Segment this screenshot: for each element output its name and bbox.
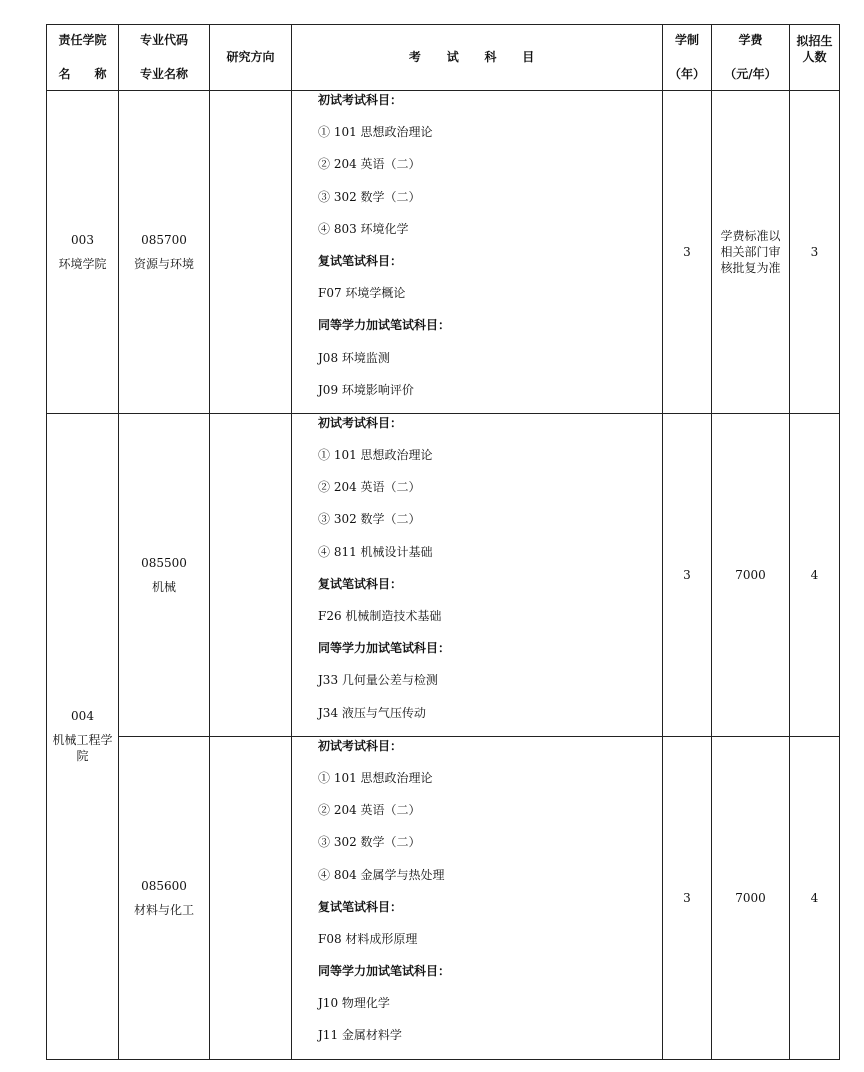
exam-subject: ① 101 思想政治理论	[318, 770, 433, 785]
college-name: 环境学院	[58, 256, 107, 271]
exam-subject: ④ 811 机械设计基础	[318, 544, 433, 559]
header-fee-line2: （元/年）	[724, 67, 777, 82]
exam-subject: ③ 302 数学（二）	[318, 189, 421, 204]
header-fee	[712, 25, 790, 91]
header-duration	[663, 25, 712, 91]
header-direction: 研究方向	[210, 25, 292, 91]
major-cell	[119, 413, 210, 736]
header-major-line2: 专业名称	[139, 67, 188, 82]
college-cell	[47, 413, 119, 1059]
header-college	[47, 25, 119, 91]
exam-section-heading: 复试笔试科目：	[318, 253, 403, 268]
college-cell	[47, 91, 119, 414]
major-name: 机械	[151, 579, 176, 594]
table-row	[47, 736, 840, 1059]
exam-subject: ② 204 英语（二）	[318, 480, 421, 495]
header-major-line1: 专业代码	[139, 32, 188, 47]
exam-subject: ① 101 思想政治理论	[318, 125, 433, 140]
exam-subject: ④ 803 环境化学	[318, 221, 409, 236]
header-exam-label: 考 试 科 目	[408, 50, 546, 65]
exam-subject: ② 204 英语（二）	[318, 157, 421, 172]
exam-subject: J10 物理化学	[318, 996, 390, 1011]
major-cell	[119, 91, 210, 414]
header-fee-line1: 学费	[738, 32, 763, 47]
quota-cell: 4	[790, 413, 840, 736]
exam-subject: J34 液压与气压传动	[318, 705, 426, 720]
exam-subject: ④ 804 金属学与热处理	[318, 867, 445, 882]
duration-cell: 3	[663, 91, 712, 414]
exam-section-heading: 初试考试科目：	[318, 415, 403, 430]
exam-section-heading: 复试笔试科目：	[318, 899, 403, 914]
exam-list	[292, 413, 663, 736]
header-duration-line2: （年）	[668, 67, 705, 82]
header-duration-line1: 学制	[674, 32, 699, 47]
header-quota: 拟招生人数	[790, 25, 840, 91]
exam-subject: F08 材料成形原理	[318, 931, 418, 946]
college-code: 004	[71, 708, 94, 723]
table-row	[47, 413, 840, 736]
exam-subject: J09 环境影响评价	[318, 382, 414, 397]
admissions-table	[46, 24, 840, 1060]
exam-section-heading: 初试考试科目：	[318, 93, 403, 107]
exam-subject: F26 机械制造技术基础	[318, 609, 442, 623]
exam-list	[292, 91, 663, 414]
fee-cell: 学费标准以相关部门审核批复为准	[712, 91, 790, 414]
exam-subject: J08 环境监测	[318, 350, 390, 365]
fee-cell: 7000	[712, 413, 790, 736]
exam-section-heading: 同等学力加试笔试科目：	[318, 964, 451, 979]
quota-cell: 4	[790, 736, 840, 1059]
direction-cell	[210, 91, 292, 414]
header-exam	[292, 25, 663, 91]
exam-section-heading: 同等学力加试笔试科目：	[318, 641, 451, 656]
major-code: 085600	[141, 878, 187, 893]
exam-subject: J33 几何量公差与检测	[318, 673, 438, 688]
exam-section-heading: 初试考试科目：	[318, 738, 403, 753]
exam-subject: J11 金属材料学	[318, 1028, 402, 1043]
major-code: 085700	[141, 232, 187, 247]
exam-subject: ① 101 思想政治理论	[318, 448, 433, 463]
duration-cell: 3	[663, 736, 712, 1059]
header-college-line1: 责任学院	[58, 32, 107, 47]
college-name: 机械工程学院	[52, 733, 113, 764]
direction-cell	[210, 736, 292, 1059]
major-name: 资源与环境	[133, 256, 194, 271]
major-cell	[119, 736, 210, 1059]
table-row	[47, 91, 840, 414]
exam-section-heading: 同等学力加试笔试科目：	[318, 318, 451, 333]
exam-subject: ③ 302 数学（二）	[318, 512, 421, 527]
duration-cell: 3	[663, 413, 712, 736]
direction-cell	[210, 413, 292, 736]
exam-subject: F07 环境学概论	[318, 286, 406, 301]
major-code: 085500	[141, 555, 187, 570]
fee-cell: 7000	[712, 736, 790, 1059]
header-row	[47, 25, 840, 91]
exam-list	[292, 736, 663, 1059]
exam-section-heading: 复试笔试科目：	[318, 576, 403, 591]
header-major	[119, 25, 210, 91]
exam-subject: ② 204 英语（二）	[318, 803, 421, 818]
header-college-line2: 名 称	[58, 67, 107, 82]
exam-subject: ③ 302 数学（二）	[318, 835, 421, 850]
major-name: 材料与化工	[133, 902, 194, 917]
college-code: 003	[71, 232, 94, 247]
quota-cell: 3	[790, 91, 840, 414]
